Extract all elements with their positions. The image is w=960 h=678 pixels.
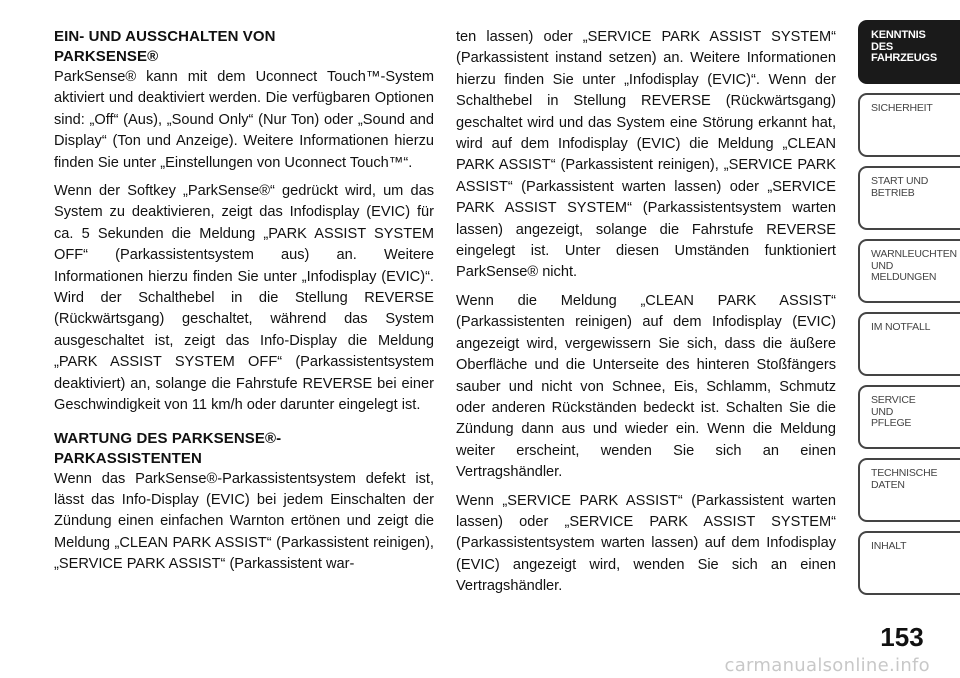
paragraph: Wenn „SERVICE PARK ASSIST“ (Parkassistent warten lassen) oder „SERVICE PARK ASSIST SYSTEM“ (Parkassistentsystem warten lassen) auf dem Infodisplay (EVIC) angezeigt wird, wenden Sie sich an einen Vertragshändler. <box>456 492 836 595</box>
section-heading-maintenance-line2: PARKASSISTENTEN <box>54 449 202 467</box>
section-heading-maintenance-line1: WARTUNG DES PARKSENSE®- <box>54 429 282 447</box>
paragraph: Wenn die Meldung „CLEAN PARK ASSIST“ (Parkassistenten reinigen) auf dem Infodisplay (EVIC) angezeigt wird, vergewissern Sie sich, dass die äußere Oberfläche und die Unterseite des hinteren Stoßfängers sauber und nicht von Schnee, Eis, Schlamm, Schmutz oder anderen Rückständen bedeckt ist. Schalten Sie die Zündung dann aus und wieder ein. Wenn die Meldung weiter erscheint, wenden Sie sich an einen Vertragshändler. <box>456 292 836 481</box>
tab-kenntnis-des-fahrzeugs[interactable]: KENNTNIS DES FAHRZEUGS <box>858 20 960 84</box>
section-heading-on-off-line2: PARKSENSE® <box>54 48 159 65</box>
watermark: carmanualsonline.info <box>724 655 930 676</box>
tab-im-notfall[interactable]: IM NOTFALL <box>858 312 960 376</box>
page-number: 153 <box>880 622 924 652</box>
section-heading-maintenance <box>54 429 434 469</box>
paragraph: ten lassen) oder „SERVICE PARK ASSIST SYSTEM“ (Parkassistent instand setzen) an. Weitere Informationen hierzu finden Sie unter „Infodisplay (EVIC)“. Wenn der Schalthebel in Stellung REVERSE (Rückwärtsgang) geschaltet wird und das System eine Störung erkannt hat, wird auf dem Infodisplay (EVIC) die Meldung „CLEAN PARK ASSIST“ (Parkassistent reinigen), „SERVICE PARK ASSIST“ (Parkassistent warten lassen) oder „SERVICE PARK ASSIST SYSTEM“ (Parkassistentsystem warten lassen) angezeigt, solange die Fahrstufe REVERSE eingelegt ist. Unter diesen Umständen funktioniert ParkSense® nicht. <box>456 29 836 281</box>
chapter-tabs <box>858 20 960 604</box>
tab-warnleuchten[interactable]: WARNLEUCHTEN UND MELDUNGEN <box>858 239 960 303</box>
tab-sicherheit[interactable]: SICHERHEIT <box>858 93 960 157</box>
paragraph: Wenn der Softkey „ParkSense®“ gedrückt wird, um das System zu deaktivieren, zeigt das Infodisplay (EVIC) für ca. 5 Sekunden die Meldung „PARK ASSIST SYSTEM OFF“ (Parkassistentsystem aus) an. Weitere Informationen hierzu finden Sie unter „Infodisplay (EVIC)“. Wird der Schalthebel in die Stellung REVERSE (Rückwärtsgang) geschaltet, während das System ausgeschaltet ist, zeigt das Info-Display die Meldung „PARK ASSIST SYSTEM OFF“ (Parkassistentsystem deaktiviert) an, solange die Fahrstufe REVERSE bei einer Geschwindigkeit von 11 km/h oder darunter eingelegt ist. <box>54 183 434 414</box>
paragraph: Wenn das ParkSense®-Parkassistentsystem defekt ist, lässt das Info-Display (EVIC) bei jedem Einschalten der Zündung einen einfachen Warnton ertönen und zeigt die Meldung „CLEAN PARK ASSIST“ (Parkassistent reinigen), „SERVICE PARK ASSIST“ (Parkassistent war- <box>54 470 434 573</box>
tab-service-und-pflege[interactable]: SERVICE UND PFLEGE <box>858 385 960 449</box>
section-heading-on-off-line1: EIN- UND AUSSCHALTEN VON <box>54 28 276 45</box>
tab-technische-daten[interactable]: TECHNISCHE DATEN <box>858 458 960 522</box>
tab-start-und-betrieb[interactable]: START UND BETRIEB <box>858 166 960 230</box>
paragraph: ParkSense® kann mit dem Uconnect Touch™-System aktiviert und deaktiviert werden. Die verfügbaren Optionen sind: „Off“ (Aus), „Sound Only“ (Nur Ton) oder „Sound and Display“ (Ton und Anzeige). Weitere Informationen hierzu finden Sie unter „Einstellungen von Uconnect Touch™“. <box>54 69 434 171</box>
section-heading-on-off <box>54 27 434 67</box>
tab-inhalt[interactable]: INHALT <box>858 531 960 595</box>
left-column <box>54 27 434 576</box>
right-column <box>456 27 836 598</box>
